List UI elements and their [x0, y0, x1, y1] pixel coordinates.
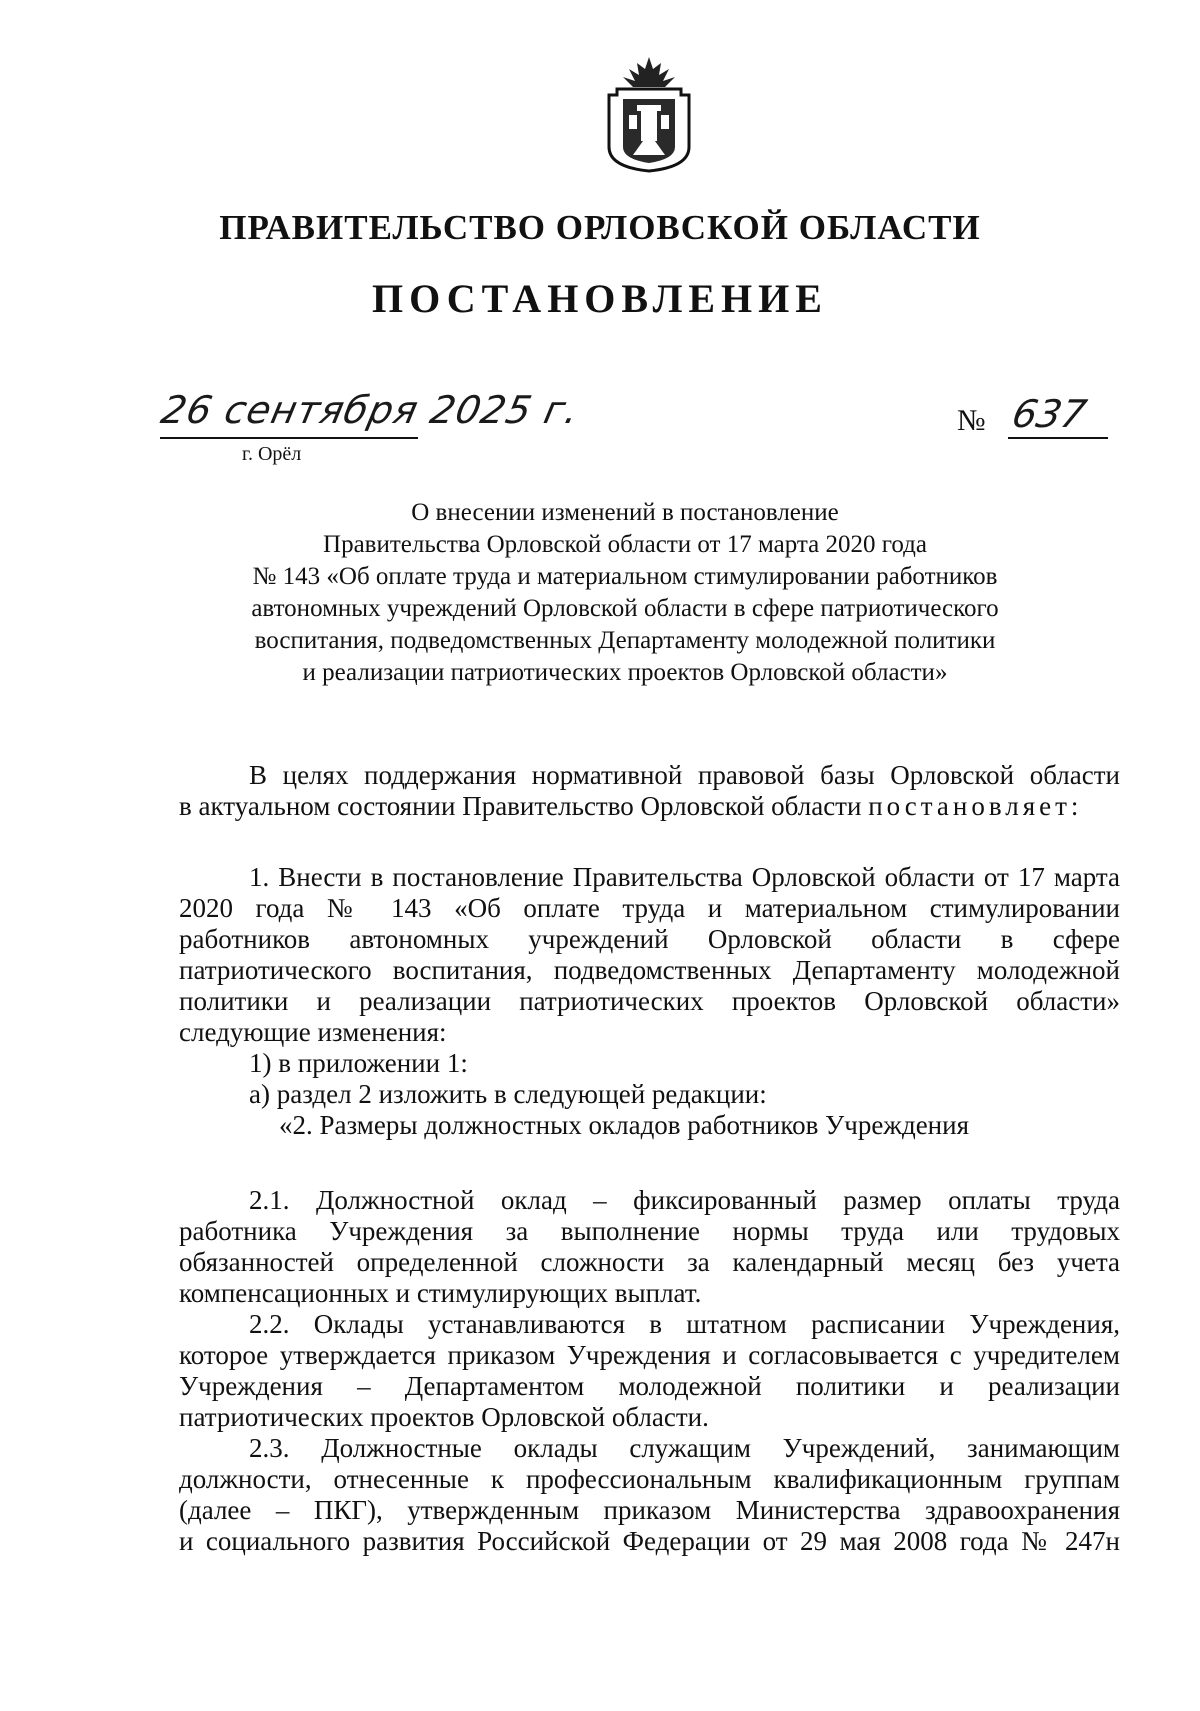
handwritten-number: 637: [1008, 392, 1091, 436]
title-line: № 143 «Об оплате труда и материальном стимулировании работников: [252, 563, 998, 590]
item-line: следующие изменения:: [179, 1017, 447, 1047]
title-line: и реализации патриотических проектов Орловской области»: [302, 659, 948, 686]
number-underline: [1008, 437, 1108, 439]
title-line: автономных учреждений Орловской области в сфере патриотического: [251, 595, 999, 622]
paragraph-line: обязанностей определенной сложности за календарный месяц без учета: [179, 1247, 1120, 1277]
paragraph-line: Учреждения – Департаментом молодежной политики и реализации: [179, 1371, 1120, 1401]
paragraph-line: и социального развития Российской Федерации от 29 мая 2008 года № 247н: [179, 1526, 1120, 1556]
number-label: №: [957, 404, 986, 437]
paragraph-line: работника Учреждения за выполнение нормы труда или трудовых: [179, 1216, 1120, 1246]
subitem-a: а) раздел 2 изложить в следующей редакции:: [249, 1079, 767, 1109]
paragraph-line: 2.1. Должностной оклад – фиксированный размер оплаты труда: [249, 1185, 1120, 1215]
preamble-line: [179, 791, 1120, 822]
paragraph-line: (далее – ПКГ), утвержденным приказом Министерства здравоохранения: [179, 1495, 1120, 1525]
paragraph-line: 2.2. Оклады устанавливаются в штатном расписании Учреждения,: [249, 1309, 1120, 1339]
paragraph-line: которое утверждается приказом Учреждения и согласовывается с учредителем: [179, 1340, 1120, 1370]
document-type: ПОСТАНОВЛЕНИЕ: [372, 276, 828, 321]
organization-name: ПРАВИТЕЛЬСТВО ОРЛОВСКОЙ ОБЛАСТИ: [219, 208, 981, 247]
paragraph-2-2: [179, 1309, 1120, 1433]
document-body: [179, 760, 1120, 1557]
item-line: работников автономных учреждений Орловской области в сфере: [179, 924, 1120, 954]
paragraph-line: компенсационных и стимулирующих выплат.: [179, 1278, 702, 1308]
item-line: политики и реализации патриотических проектов Орловской области»: [179, 986, 1120, 1016]
document-title: [175, 497, 1075, 689]
item-line: 2020 года № 143 «Об оплате труда и материальном стимулировании: [179, 893, 1120, 923]
paragraph-2-1: [179, 1185, 1120, 1309]
title-line: воспитания, подведомственных Департаменту молодежной политики: [254, 627, 996, 654]
preamble-text: в актуальном состоянии Правительство Орловской области: [179, 791, 869, 821]
preamble-line: В целях поддержания нормативной правовой базы Орловской области: [249, 760, 1120, 790]
title-line: О внесении изменений в постановление: [411, 499, 839, 526]
preamble: [179, 760, 1120, 822]
item-1: [179, 862, 1120, 1141]
city-label: г. Орёл: [242, 443, 302, 465]
paragraph-line: патриотических проектов Орловской области.: [179, 1402, 709, 1432]
item-line: патриотического воспитания, подведомственных Департаменту молодежной: [179, 955, 1120, 985]
handwritten-date: 26 сентября 2025 г.: [157, 388, 584, 432]
date-underline: [160, 437, 418, 439]
title-line: Правительства Орловской области от 17 марта 2020 года: [323, 531, 927, 558]
paragraph-line: 2.3. Должностные оклады служащим Учреждений, занимающим: [249, 1433, 1120, 1463]
subitem-1: 1) в приложении 1:: [249, 1048, 468, 1078]
item-line: 1. Внести в постановление Правительства Орловской области от 17 марта: [249, 862, 1120, 892]
section-heading: «2. Размеры должностных окладов работников Учреждения: [279, 1110, 969, 1140]
paragraph-line: должности, отнесенные к профессиональным квалификационным группам: [179, 1464, 1120, 1494]
paragraph-2-3: [179, 1433, 1120, 1557]
resolves-word: постановляет:: [868, 791, 1083, 821]
coat-of-arms-emblem: [603, 55, 695, 173]
